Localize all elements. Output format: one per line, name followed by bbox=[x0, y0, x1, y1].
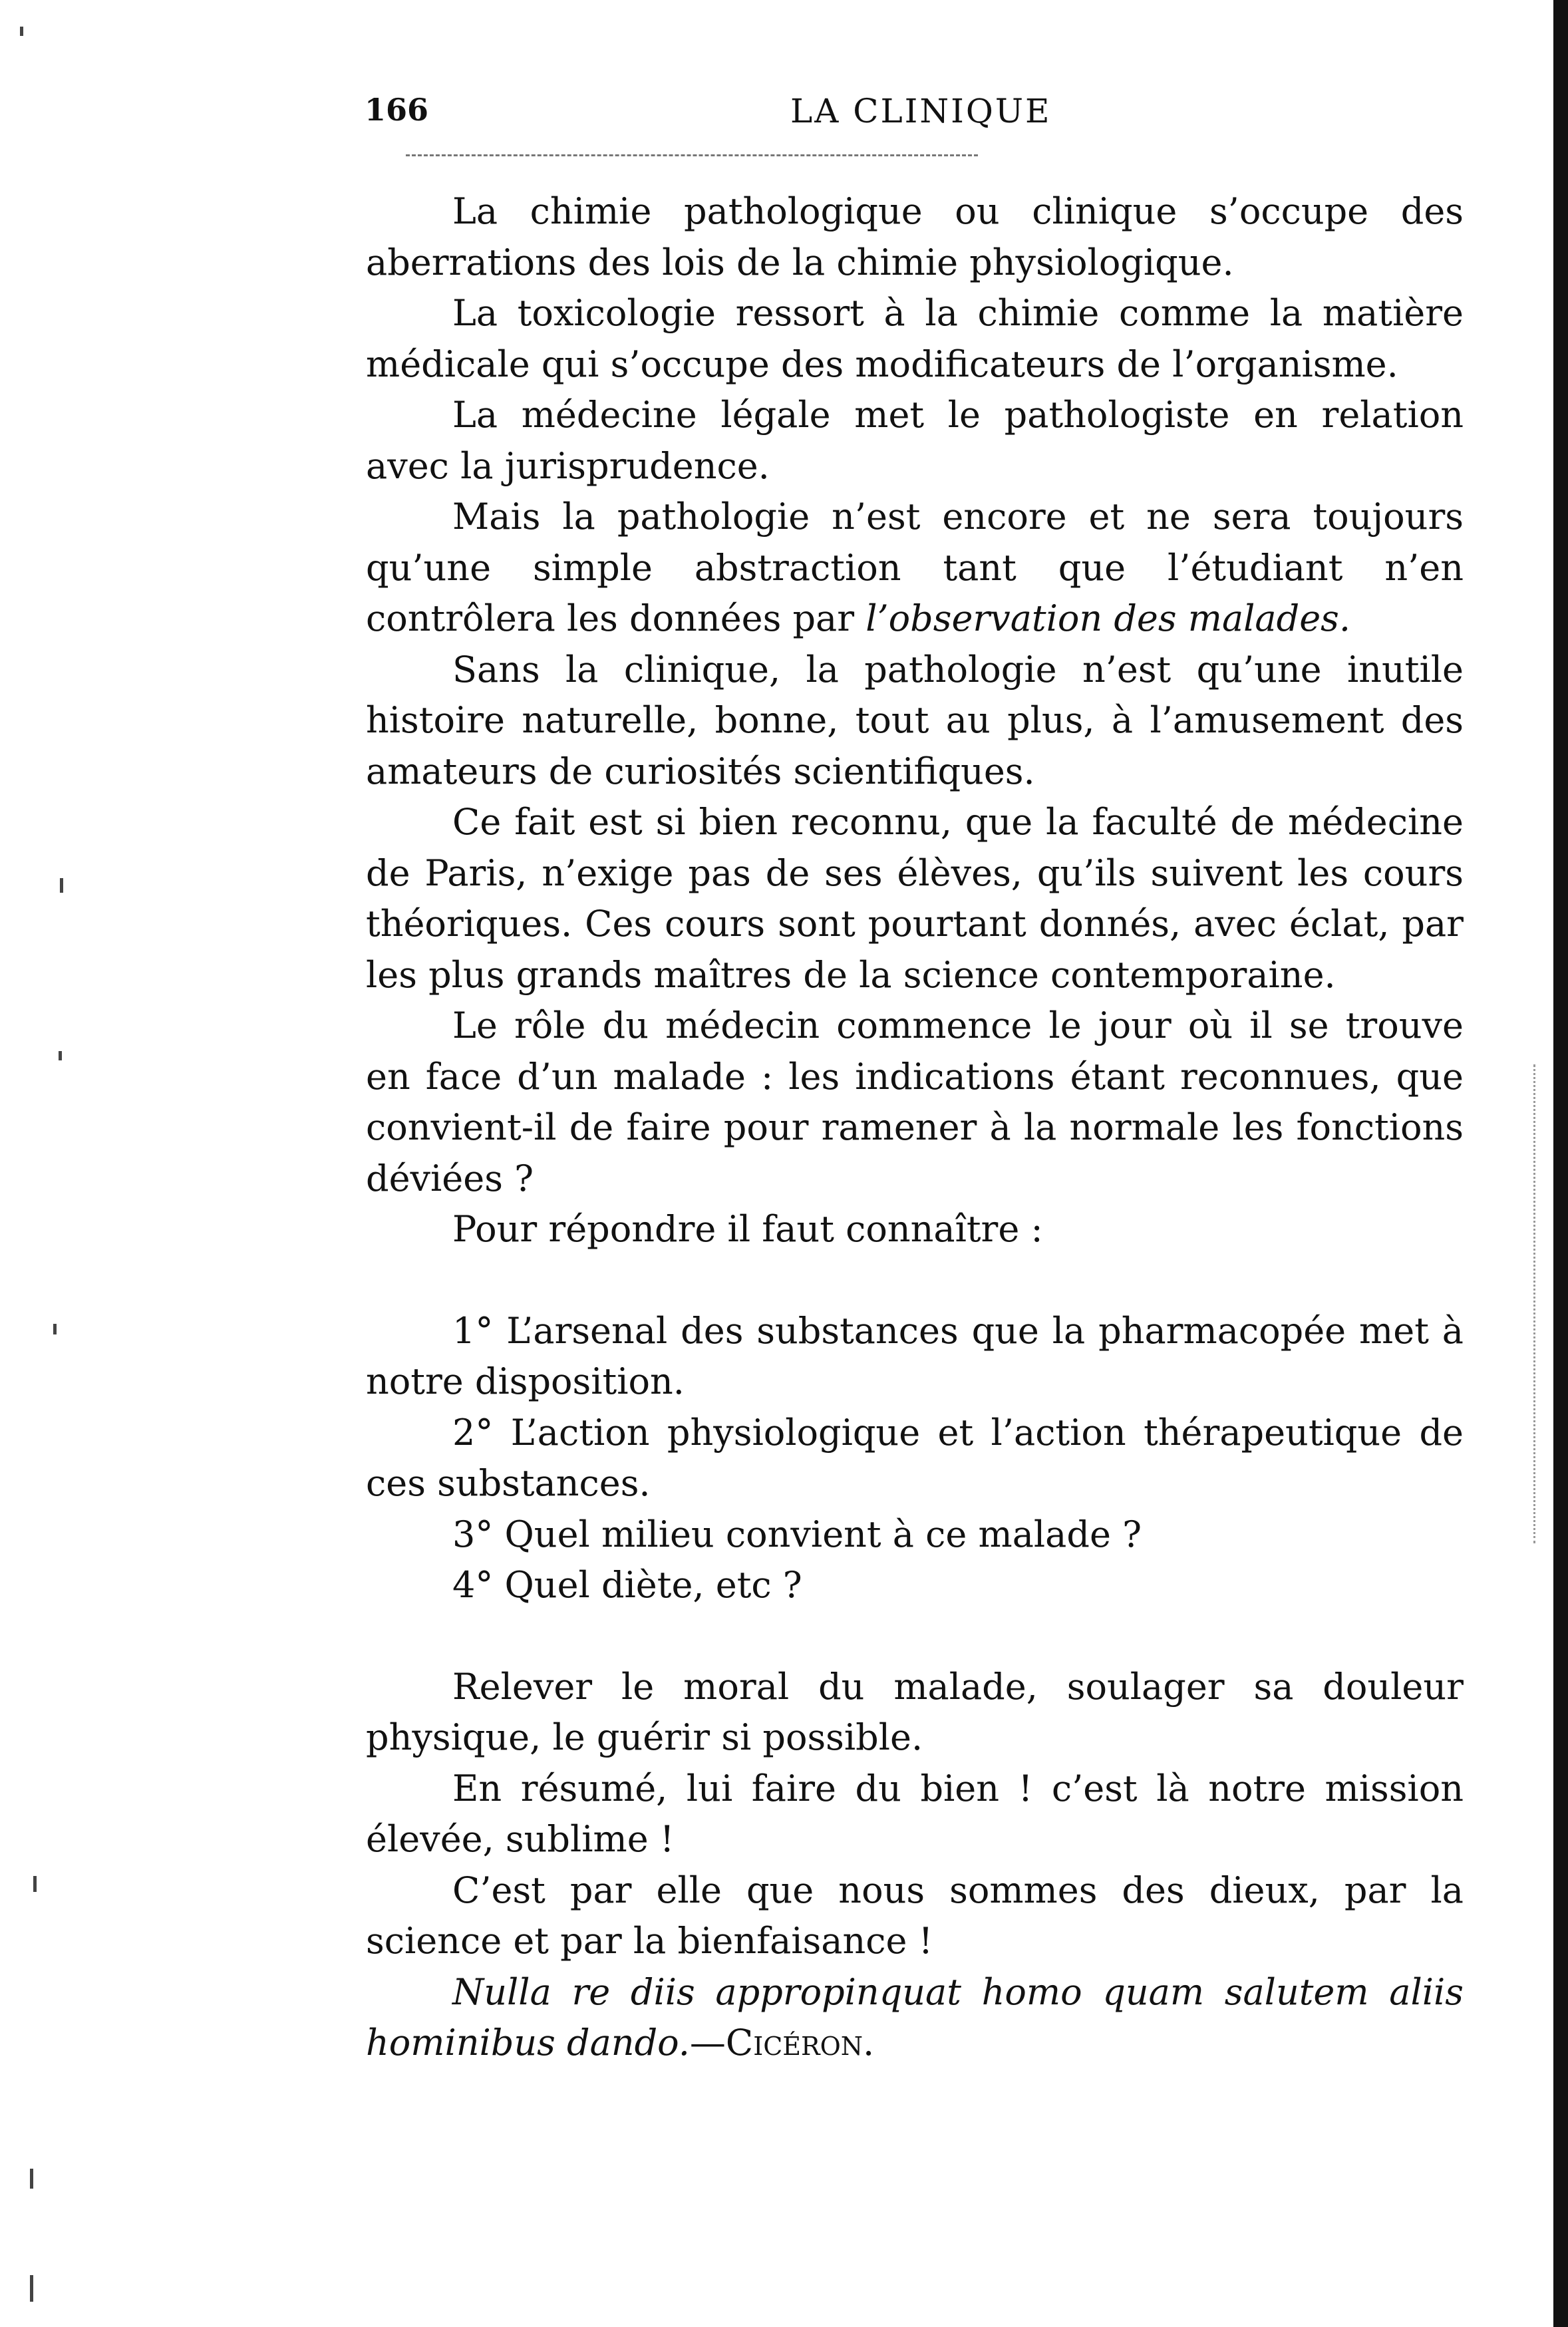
margin-speck bbox=[20, 27, 23, 36]
margin-speck bbox=[53, 1324, 57, 1334]
body-text bbox=[366, 186, 1464, 2069]
quote-text: Nulla re diis appropinquat homo quam salutem aliis hominibus dando. bbox=[366, 1970, 1464, 2064]
binding-dots bbox=[1533, 1064, 1535, 1543]
italic-phrase: l’observation des malades. bbox=[865, 597, 1351, 639]
paragraph: Le rôle du médecin commence le jour où il se trouve en face d’un malade : les indications étant reconnues, que convient-il de faire pour ramener à la normale les fonctions déviées ? bbox=[366, 1005, 1464, 1199]
margin-speck bbox=[59, 1051, 62, 1060]
margin-speck bbox=[30, 2169, 33, 2189]
list-item: 1° L’arsenal des substances que la pharmacopée met à notre disposition. bbox=[366, 1309, 1464, 1402]
quote-author: Cicéron bbox=[725, 2022, 863, 2064]
quote-dash: — bbox=[689, 2022, 726, 2064]
paragraph: C’est par elle que nous sommes des dieux, par la science et par la bienfaisance ! bbox=[366, 1869, 1464, 1962]
margin-speck bbox=[30, 2275, 33, 2302]
paragraph: Relever le moral du malade, soulager sa douleur physique, le guérir si possible. bbox=[366, 1665, 1464, 1758]
page-number: 166 bbox=[365, 92, 429, 128]
paragraph-text: Mais la pathologie n’est encore et ne sera toujours qu’une simple abstraction tant que l’étudiant n’en contrôlera les données par bbox=[366, 496, 1464, 639]
spacer bbox=[366, 1611, 1464, 1662]
binding-edge bbox=[1553, 0, 1568, 2327]
paragraph: La médecine légale met le pathologiste en relation avec la jurisprudence. bbox=[366, 394, 1464, 487]
quote-end: . bbox=[863, 2022, 875, 2064]
list-item: 2° L’action physiologique et l’action thérapeutique de ces substances. bbox=[366, 1411, 1464, 1504]
latin-quote bbox=[366, 1967, 1464, 2069]
running-head bbox=[365, 92, 1469, 138]
spacer bbox=[366, 1255, 1464, 1306]
list-item: 4° Quel diète, etc ? bbox=[452, 1564, 802, 1606]
header-rule bbox=[406, 154, 978, 156]
margin-speck bbox=[60, 878, 63, 893]
margin-speck bbox=[33, 1876, 37, 1892]
running-title: LA CLINIQUE bbox=[790, 92, 1052, 130]
paragraph: Sans la clinique, la pathologie n’est qu’une inutile histoire naturelle, bonne, tout au plus, à l’amusement des amateurs de curiosités scientifiques. bbox=[366, 648, 1464, 792]
paragraph: La toxicologie ressort à la chimie comme la matière médicale qui s’occupe des modificateurs de l’organisme. bbox=[366, 292, 1464, 385]
paragraph: Ce fait est si bien reconnu, que la faculté de médecine de Paris, n’exige pas de ses élèves, qu’ils suivent les cours théoriques. Ces cours sont pourtant donnés, avec éclat, par les plus grands maîtres de la science contemporaine. bbox=[366, 801, 1464, 996]
paragraph bbox=[366, 492, 1464, 645]
paragraph: La chimie pathologique ou clinique s’occupe des aberrations des lois de la chimie physiologique. bbox=[366, 190, 1464, 283]
paragraph: Pour répondre il faut connaître : bbox=[452, 1208, 1043, 1250]
paragraph: En résumé, lui faire du bien ! c’est là notre mission élevée, sublime ! bbox=[366, 1767, 1464, 1860]
list-item: 3° Quel milieu convient à ce malade ? bbox=[452, 1513, 1142, 1555]
